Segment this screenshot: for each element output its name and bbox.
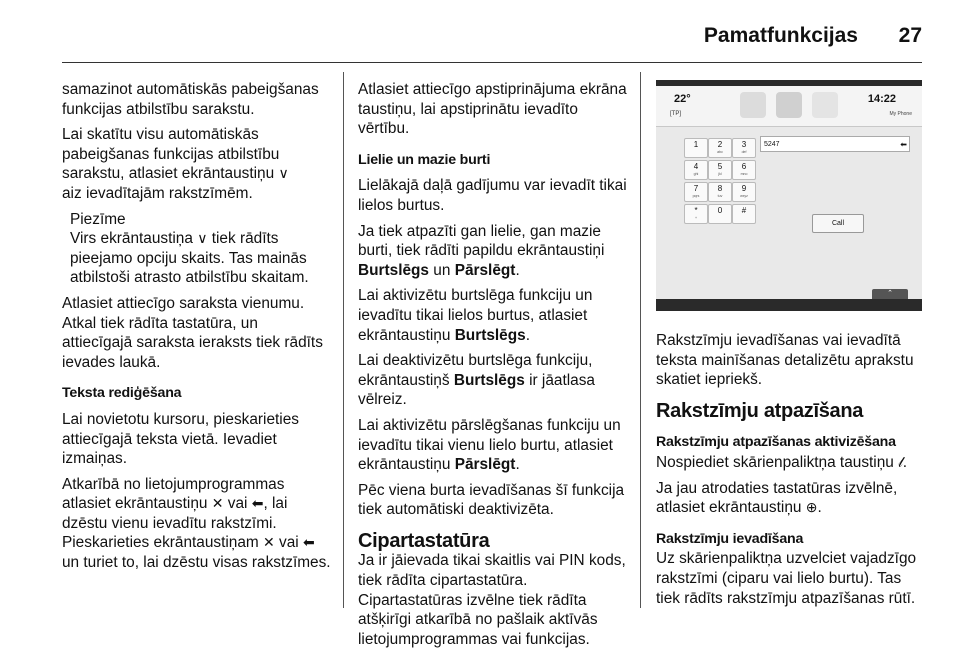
- section-heading: Lielie un mazie burti: [358, 151, 491, 168]
- phone-status: My Phone: [889, 111, 912, 117]
- paragraph: Uz skārienpaliktņa uzvelciet vajadzīgo rakstzīmi (ciparu vai lielo burtu). Tas tiek rādīts rakstzīmju atpazīšanas rūtī.: [656, 550, 917, 607]
- note-text: Virs ekrāntaustiņa ∨ tiek rādīts pieejamo opciju skaits. Tas mainās atbilstoši atrasto atbilstību skaitam.: [70, 230, 309, 287]
- page-number: 27: [898, 24, 922, 47]
- call-button[interactable]: Call: [812, 214, 864, 233]
- chevron-down-icon: ∨: [278, 165, 289, 182]
- paragraph: Atkarībā no lietojumprogrammas atlasiet ekrāntaustiņu ✕ vai ⬅, lai dzēstu vienu ievadītu rakstzīmi. Pieskarieties ekrāntaustiņam ✕ vai ⬅ un turiet to, lai dzēstu visas rakstzīmes.: [62, 475, 331, 572]
- backspace-arrow-icon: ⬅: [251, 495, 264, 512]
- paragraph: Nospiediet skārienpaliktņa taustiņu 𝓁.: [656, 453, 908, 471]
- column-divider: [640, 72, 641, 608]
- column-1: [62, 80, 332, 579]
- handwriting-icon: 𝓁: [898, 453, 903, 470]
- column-2: [358, 80, 630, 655]
- close-icon: ✕: [211, 495, 224, 512]
- keypad-key[interactable]: 4 ghi: [684, 160, 708, 180]
- column-3: [656, 80, 922, 614]
- keypad-key[interactable]: 0: [708, 204, 732, 224]
- paragraph: Ja jau atrodaties tastatūras izvēlnē, atlasiet ekrāntaustiņu ⊕.: [656, 479, 898, 517]
- phone-icon: [776, 92, 802, 118]
- paragraph: Ja tiek atpazīti gan lielie, gan mazie burti, tiek rādīti papildu ekrāntaustiņi Burtslēgs un Pārslēgt.: [358, 222, 605, 279]
- paragraph: Lielākajā daļā gadījumu var ievadīt tikai lielos burtus.: [358, 177, 627, 214]
- number-entry-field[interactable]: 5247 ⬅: [760, 136, 910, 152]
- keypad-key[interactable]: 6 mno: [732, 160, 756, 180]
- keypad-key[interactable]: 5 jkl: [708, 160, 732, 180]
- keypad-key[interactable]: 9 wxyz: [732, 182, 756, 202]
- paragraph: Atlasiet attiecīgo saraksta vienumu. Atkal tiek rādīta tastatūra, un attiecīgajā saraksta ieraksts tiek rādīts ievades laukā.: [62, 294, 323, 371]
- page-title: Pamatfunkcijas: [703, 24, 858, 47]
- paragraph: Pēc viena burta ievadīšanas šī funkcija tiek automātiski deaktivizēta.: [358, 481, 625, 519]
- keypad-key[interactable]: 7 pqrs: [684, 182, 708, 202]
- section-heading: Cipartastatūra: [358, 529, 490, 552]
- tp-indicator: [TP]: [670, 111, 682, 117]
- keypad-key[interactable]: 2 abc: [708, 138, 732, 158]
- paragraph: Rakstzīmju ievadīšanas vai ievadītā teksta mainīšanas detalizētu aprakstu skatiet iepriekš.: [656, 332, 914, 389]
- section-heading: Teksta rediģēšana: [62, 385, 182, 402]
- backspace-arrow-icon[interactable]: ⬅: [900, 140, 907, 149]
- keypad-key[interactable]: 1: [684, 138, 708, 158]
- keypad-key[interactable]: * +: [684, 204, 708, 224]
- paragraph: Lai skatītu visu automātiskās pabeigšanas funkcijas atbilstību sarakstu, atlasiet ekrāntaustiņu ∨ aiz ievadītajām rakstzīmēm.: [62, 126, 289, 202]
- chevron-up-icon[interactable]: ⌃: [872, 289, 908, 299]
- note-title: Piezīme: [70, 210, 126, 228]
- keypad-screenshot: [656, 80, 922, 311]
- paragraph: Lai aktivizētu burtslēga funkciju un ievadītu tikai lielos burtus, atlasiet ekrāntaustiņu Burtslēgs.: [358, 287, 593, 344]
- paragraph: Atlasiet attiecīgo apstiprinājuma ekrāna taustiņu, lai apstiprinātu ievadīto vērtību.: [358, 81, 627, 138]
- backspace-arrow-icon: ⬅: [303, 534, 315, 551]
- paragraph: Lai deaktivizētu burtslēga funkciju, ekrāntaustiņš Burtslēgs ir jāatlasa vēlreiz.: [358, 352, 595, 409]
- info-icon: [812, 92, 838, 118]
- character-recognition-icon: ⊕: [805, 499, 818, 516]
- paragraph: samazinot automātiskās pabeigšanas funkcijas atbilstību sarakstu.: [62, 81, 319, 118]
- paragraph: Lai novietotu kursoru, pieskarieties attiecīgajā teksta vietā. Ievadiet izmaiņas.: [62, 410, 299, 468]
- note: [62, 210, 332, 288]
- section-heading: Rakstzīmju atpazīšanas aktivizēšana: [656, 434, 896, 451]
- temperature: 22°: [674, 93, 691, 105]
- column-divider: [343, 72, 344, 608]
- paragraph: Lai aktivizētu pārslēgšanas funkciju un ievadītu tikai vienu lielo burtu, atlasiet ekrāntaustiņu Pārslēgt.: [358, 416, 621, 474]
- page-header: [62, 20, 922, 63]
- keypad-key[interactable]: 8 tuv: [708, 182, 732, 202]
- paragraph: Ja ir jāievada tikai skaitlis vai PIN kods, tiek rādīta cipartastatūra. Cipartastatūras izvēlne tiek rādīta atšķirīgi atkarībā no pašlaik aktīvās lietojumprogrammas vai funkcijas.: [358, 552, 626, 648]
- section-heading: Rakstzīmju ievadīšana: [656, 530, 804, 547]
- clock: 14:22: [867, 93, 896, 105]
- keypad-key[interactable]: #: [732, 204, 756, 224]
- status-bar: [656, 86, 922, 127]
- close-icon: ✕: [263, 534, 275, 551]
- keypad-key[interactable]: 3 def: [732, 138, 756, 158]
- chevron-down-icon: ∨: [197, 230, 208, 247]
- music-icon: [740, 92, 766, 118]
- section-heading: Rakstzīmju atpazīšana: [656, 399, 864, 422]
